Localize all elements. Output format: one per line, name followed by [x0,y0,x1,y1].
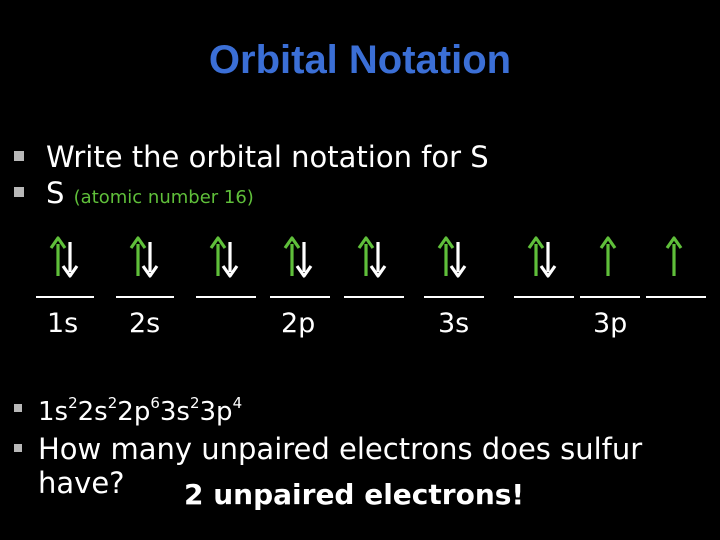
config-term: 2s [77,397,108,427]
question-line-2: have? [38,466,125,500]
orbital-blank [270,296,330,298]
config-term: 1s [38,397,69,427]
sublevel-label-3s: 3s [438,308,470,339]
spin-up-arrow-icon [211,238,225,276]
sublevel-label-2s: 2s [129,308,161,339]
orbital-blank [344,296,404,298]
orbital-box [196,236,256,280]
atomic-number-note: (atomic number 16) [73,187,254,208]
spin-up-arrow-icon [131,238,145,276]
spin-up-arrow-icon [439,238,453,276]
spin-up-arrow-icon [51,238,65,276]
orbital-blank [646,296,706,298]
config-exponent: 2 [189,394,200,412]
spin-up-arrow-icon [359,238,373,276]
orbital-blank [514,296,574,298]
orbital-box [424,236,484,280]
orbital-blank [580,296,640,298]
question-line-1: How many unpaired electrons does sulfur [38,432,643,466]
orbital-blank [116,296,174,298]
config-term: 3p [199,397,233,427]
config-exponent: 6 [150,394,160,412]
config-exponent: 4 [232,394,243,412]
bullet-element [46,176,254,210]
bullet-instruction: Write the orbital notation for S [46,140,489,174]
config-term: 3s [159,397,190,427]
orbital-blank [196,296,256,298]
spin-up-arrow-icon [529,238,543,276]
element-symbol: S [46,176,65,210]
orbital-box [514,236,574,280]
electron-configuration [38,394,242,427]
orbital-blank [36,296,94,298]
sublevel-label-3p: 3p [593,308,628,339]
orbital-box [116,236,176,280]
config-exponent: 2 [107,394,118,412]
spin-up-arrow-icon [667,238,681,276]
orbital-box [270,236,330,280]
orbital-box [580,236,640,280]
square-bullet-icon [14,151,24,161]
sublevel-label-2p: 2p [281,308,316,339]
orbital-box [646,236,706,280]
square-bullet-icon [14,404,22,412]
orbital-blank [424,296,484,298]
square-bullet-icon [14,444,22,452]
orbital-box [344,236,404,280]
sublevel-label-1s: 1s [47,308,79,339]
config-term: 2p [117,397,151,427]
slide-title: Orbital Notation [208,38,512,82]
spin-up-arrow-icon [601,238,615,276]
orbital-box [36,236,96,280]
spin-up-arrow-icon [285,238,299,276]
answer-text: 2 unpaired electrons! [184,478,525,511]
config-exponent: 2 [68,394,78,412]
square-bullet-icon [14,187,24,197]
